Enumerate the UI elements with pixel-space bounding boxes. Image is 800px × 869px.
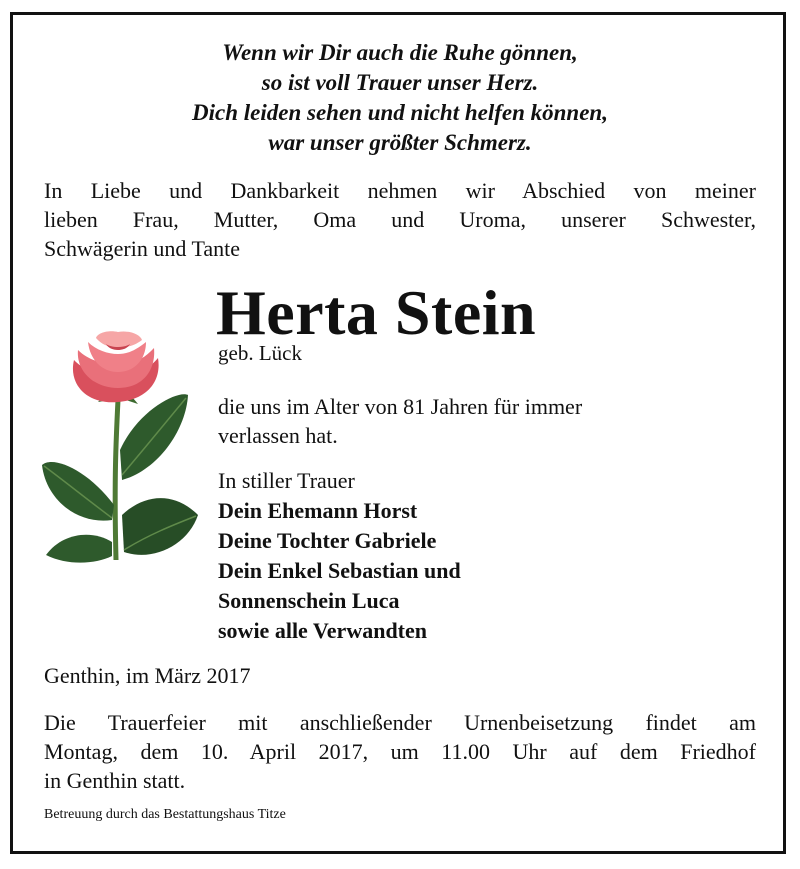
funeral-line: Die Trauerfeier mit anschließender Urnenbeisetzung findet am xyxy=(44,710,756,735)
poem xyxy=(0,38,800,158)
age-line: verlassen hat. xyxy=(218,423,338,448)
rose-stem xyxy=(115,400,118,560)
rose-bloom xyxy=(73,331,159,402)
intro-line: In Liebe und Dankbarkeit nehmen wir Abschied von meiner xyxy=(44,178,756,203)
deceased-name: Herta Stein xyxy=(216,277,537,348)
intro-line: lieben Frau, Mutter, Oma und Uroma, unserer Schwester, xyxy=(44,207,756,232)
intro-text xyxy=(44,176,756,263)
poem-line: so ist voll Trauer unser Herz. xyxy=(261,70,539,95)
rose-illustration xyxy=(38,330,206,566)
mourner-name: Deine Tochter Gabriele xyxy=(218,528,437,553)
mourner-name: Sonnenschein Luca xyxy=(218,588,400,613)
funeral-line: Montag, dem 10. April 2017, um 11.00 Uhr auf dem Friedhof xyxy=(44,739,756,764)
poem-line: Dich leiden sehen und nicht helfen können, xyxy=(192,100,608,125)
maiden-name: geb. Lück xyxy=(218,341,302,365)
mourners-heading: In stiller Trauer xyxy=(218,468,355,493)
funeral-line: in Genthin statt. xyxy=(44,768,186,793)
undertaker-credit: Betreuung durch das Bestattungshaus Titze xyxy=(44,807,286,822)
mourner-name: Dein Enkel Sebastian und xyxy=(218,558,461,583)
age-line: die uns im Alter von 81 Jahren für immer xyxy=(218,394,583,419)
poem-line: war unser größter Schmerz. xyxy=(268,130,532,155)
rose-leaf xyxy=(46,535,112,563)
mourner-name: Dein Ehemann Horst xyxy=(218,498,418,523)
funeral-info xyxy=(44,708,756,795)
mourners-block xyxy=(218,466,461,646)
poem-line: Wenn wir Dir auch die Ruhe gönnen, xyxy=(222,40,578,65)
mourner-name: sowie alle Verwandten xyxy=(218,618,427,643)
rose-leaf xyxy=(122,498,198,555)
age-text xyxy=(218,392,582,450)
intro-line: Schwägerin und Tante xyxy=(44,236,241,261)
place-date: Genthin, im März 2017 xyxy=(44,663,251,688)
